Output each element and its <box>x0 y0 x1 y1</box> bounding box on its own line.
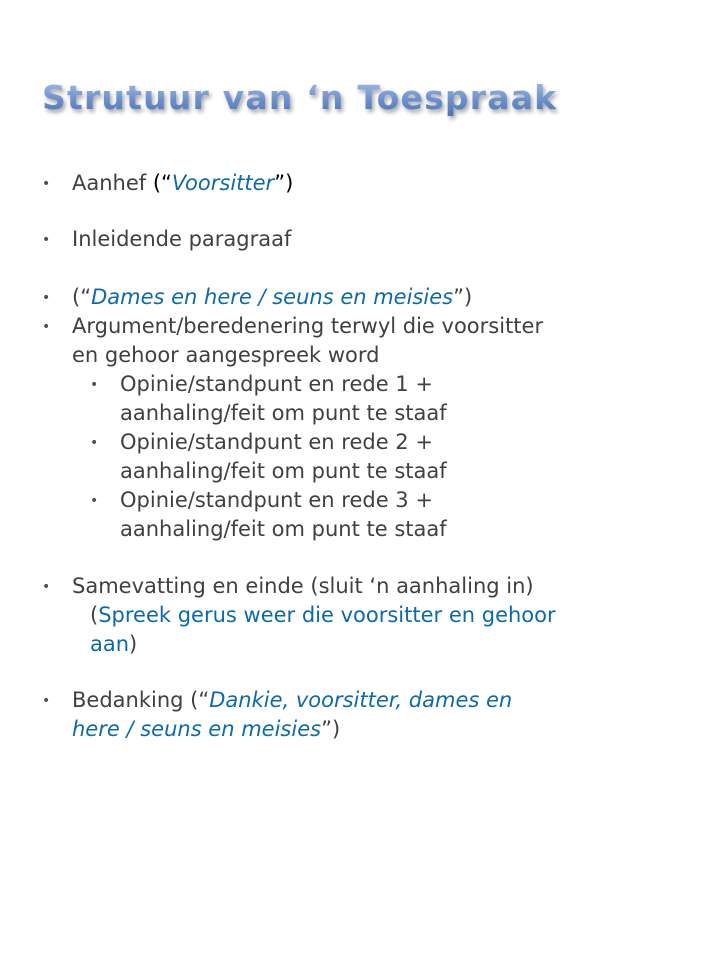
samevatting-open: ( <box>90 603 99 627</box>
sub-bullet-icon: • <box>90 377 99 393</box>
list-item-samevatting-line2 <box>90 601 556 630</box>
aanhef-quote: Voorsitter <box>171 171 275 195</box>
aanhef-close: ”) <box>274 171 294 195</box>
list-item-bedanking-line1 <box>72 686 512 715</box>
list-item-aanhef <box>72 169 293 198</box>
bedanking-quote-line1: Dankie, voorsitter, dames en <box>209 688 513 712</box>
sub-item-2-line2: aanhaling/feit om punt te staaf <box>120 459 447 483</box>
bullet-icon: • <box>42 693 51 709</box>
slide-title: Strutuur van ‘n Toespraak <box>42 78 558 117</box>
bullet-icon: • <box>42 579 51 595</box>
samevatting-quote-line1: Spreek gerus weer die voorsitter en gehoor <box>98 603 556 627</box>
bedanking-quote-line2: here / seuns en meisies <box>72 717 322 741</box>
bullet-icon: • <box>42 232 51 248</box>
bullet-icon: • <box>42 319 51 335</box>
sub-item-3-line1: Opinie/standpunt en rede 3 + <box>120 488 433 512</box>
dames-close: ”) <box>453 285 473 309</box>
sub-bullet-icon: • <box>90 493 99 509</box>
list-item-argument-line1: Argument/beredenering terwyl die voorsitter <box>72 314 544 338</box>
samevatting-close: ) <box>129 632 138 656</box>
sub-item-3-line2: aanhaling/feit om punt te staaf <box>120 517 447 541</box>
sub-item-2-line1: Opinie/standpunt en rede 2 + <box>120 430 433 454</box>
list-item-inleidend <box>72 225 291 254</box>
dames-open: (“ <box>72 285 92 309</box>
sub-bullet-icon: • <box>90 435 99 451</box>
samevatting-quote-line2: aan <box>90 632 130 656</box>
list-item-samevatting-line1: Samevatting en einde (sluit ‘n aanhaling in) <box>72 574 534 598</box>
bedanking-close: ”) <box>321 717 341 741</box>
bullet-icon: • <box>42 290 51 306</box>
dames-quote: Dames en here / seuns en meisies <box>91 285 454 309</box>
sub-item-1-line2: aanhaling/feit om punt te staaf <box>120 401 447 425</box>
bedanking-label: Bedanking (“ <box>72 688 210 712</box>
list-item-samevatting-line3 <box>90 630 137 659</box>
bullet-icon: • <box>42 176 51 192</box>
sub-item-1-line1: Opinie/standpunt en rede 1 + <box>120 372 433 396</box>
aanhef-open: (“ <box>146 171 172 195</box>
aanhef-label: Aanhef <box>72 171 147 195</box>
list-item-bedanking-line2 <box>72 715 340 744</box>
list-item-argument-line2: en gehoor aangespreek word <box>72 343 380 367</box>
inleidend-label: Inleidende paragraaf <box>72 227 292 251</box>
list-item-dames <box>72 283 472 312</box>
